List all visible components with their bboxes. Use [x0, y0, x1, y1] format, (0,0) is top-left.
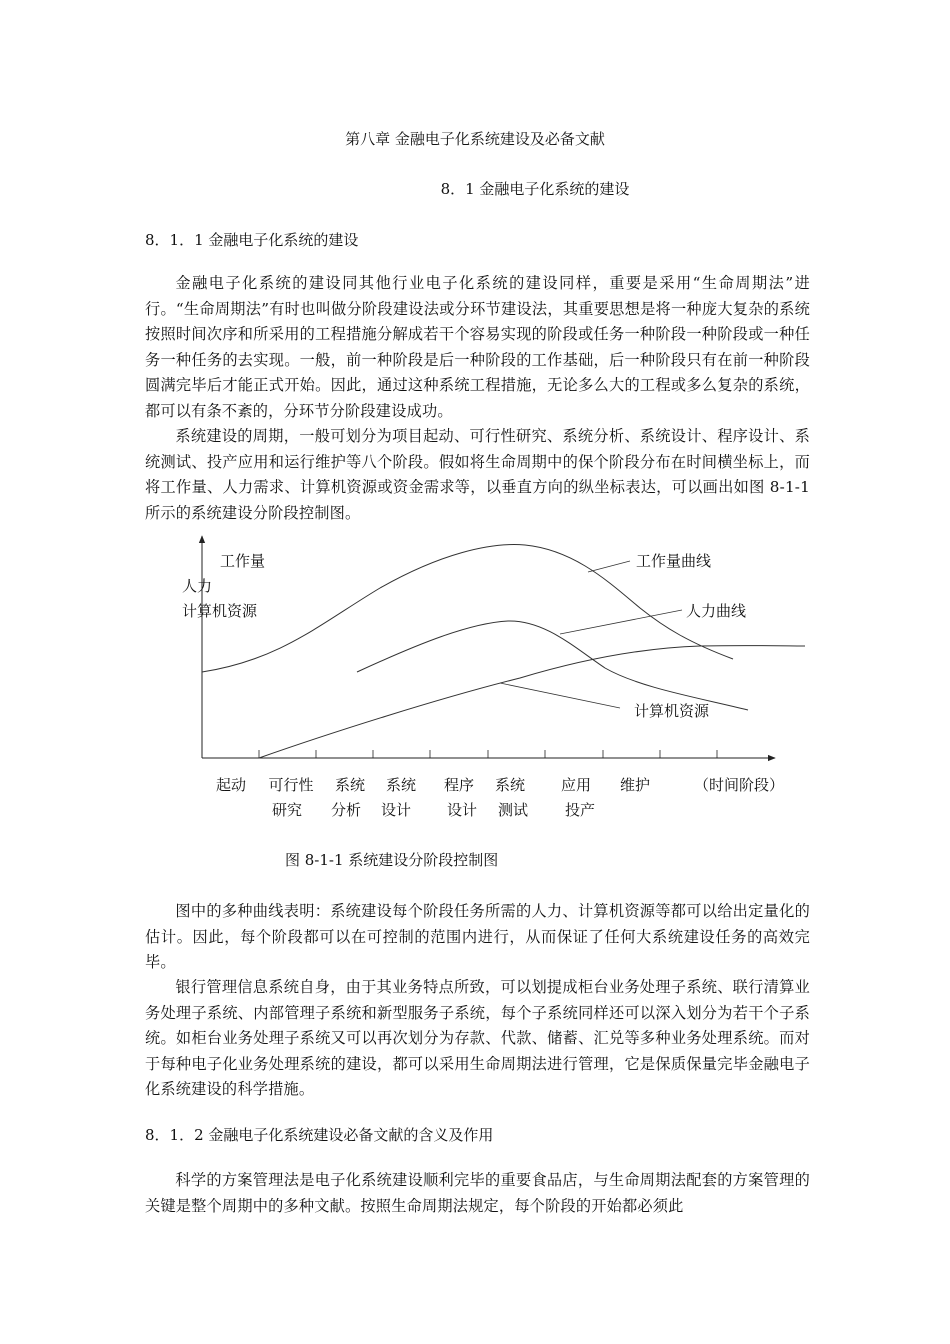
stage-label: 投产: [564, 801, 596, 819]
stage-label: 测试: [497, 801, 529, 819]
manpower-leader-line: [560, 610, 682, 634]
subsection-title-8-1-2: 8．1．2 金融电子化系统建设必备文献的含义及作用: [145, 1126, 494, 1144]
computer-resource-curve: [259, 646, 805, 758]
label-computer-curve: 计算机资源: [634, 702, 710, 720]
stage-label: 设计: [446, 801, 478, 819]
paragraph-life-cycle-method: 金融电子化系统的建设同其他行业电子化系统的建设同样，重要是采用“生命周期法”进行。“生命周期法”有时也叫做分阶段建设法或分环节建设法，其重要思想是将一种庞大复杂的系统按照时间次序和所采用的工程措施分解成若干个容易实现的阶段或任务一种阶段一种阶段或一种任务一种任务的去实现。一般，前一种阶段是后一种阶段的工作基础，后一种阶段只有在前一种阶段圆满完毕后才能正式开始。因此，通过这种系统工程措施，无论多么大的工程或多么复杂的系统，都可以有条不紊的，分环节分阶段建设成功。: [145, 274, 810, 420]
x-axis-label: （时间阶段）: [694, 776, 785, 794]
stage-label: 设计: [380, 801, 412, 819]
stage-label: 程序: [443, 776, 475, 794]
stage-label: 系统: [334, 776, 366, 794]
paragraph-bank-subsystems: 银行管理信息系统自身，由于其业务特点所致，可以划提成柜台业务处理子系统、联行清算业务处理子系统、内部管理子系统和新型服务子系统，每个子系统同样还可以深入划分为若干个子系统。如柜台业务处理子系统又可以再次划分为存款、代款、储蓄、汇兑等多种业务处理系统。而对于每种电子化业务处理系统的建设，都可以采用生命周期法进行管理，它是保质保量完毕金融电子化系统建设的科学措施。: [145, 978, 810, 1098]
stage-label: 系统: [494, 776, 526, 794]
label-manpower-curve: 人力曲线: [686, 602, 747, 620]
stage-label: 维护: [619, 776, 651, 794]
stage-label: 分析: [330, 801, 362, 819]
paragraph-stages: 系统建设的周期，一般可划分为项目起动、可行性研究、系统分析、系统设计、程序设计、系统测试、投产应用和运行维护等八个阶段。假如将生命周期中的保个阶段分布在时间横坐标上，而将工作量、人力需求、计算机资源或资金需求等，以垂直方向的纵坐标表达，可以画出如图 8-1-1 所示的系统建设分阶段控制图。: [145, 427, 810, 522]
computer-leader-line: [500, 683, 620, 708]
figure-caption: 图 8-1-1 系统建设分阶段控制图: [285, 851, 499, 869]
section-title: 8．1 金融电子化系统的建设: [440, 180, 630, 198]
paragraph-document-management: 科学的方案管理法是电子化系统建设顺利完毕的重要食品店，与生命周期法配套的方案管理的关键是整个周期中的多种文献。按照生命周期法规定，每个阶段的开始都必须此: [145, 1171, 810, 1215]
paragraph-curve-explanation: 图中的多种曲线表明：系统建设每个阶段任务所需的人力、计算机资源等都可以给出定量化的估计。因此，每个阶段都可以在可控制的范围内进行，从而保证了任何大系统建设任务的高效完毕。: [145, 902, 810, 971]
stage-control-figure: [0, 528, 950, 828]
workload-leader-line: [588, 561, 630, 572]
stage-label: 可行性: [268, 776, 314, 794]
stage-ticks: [259, 750, 717, 758]
stage-label: 应用: [560, 776, 592, 794]
chapter-title: 第八章 金融电子化系统建设及必备文献: [345, 130, 605, 148]
stage-label: 起动: [215, 776, 247, 794]
y-label-manpower: 人力: [182, 577, 213, 595]
y-label-workload: 工作量: [220, 552, 266, 570]
subsection-title-8-1-1: 8．1．1 金融电子化系统的建设: [145, 231, 359, 249]
label-workload-curve: 工作量曲线: [636, 552, 712, 570]
manpower-curve: [357, 621, 748, 710]
y-label-computer: 计算机资源: [182, 602, 258, 620]
stage-label: 研究: [271, 801, 303, 819]
stage-label: 系统: [385, 776, 417, 794]
